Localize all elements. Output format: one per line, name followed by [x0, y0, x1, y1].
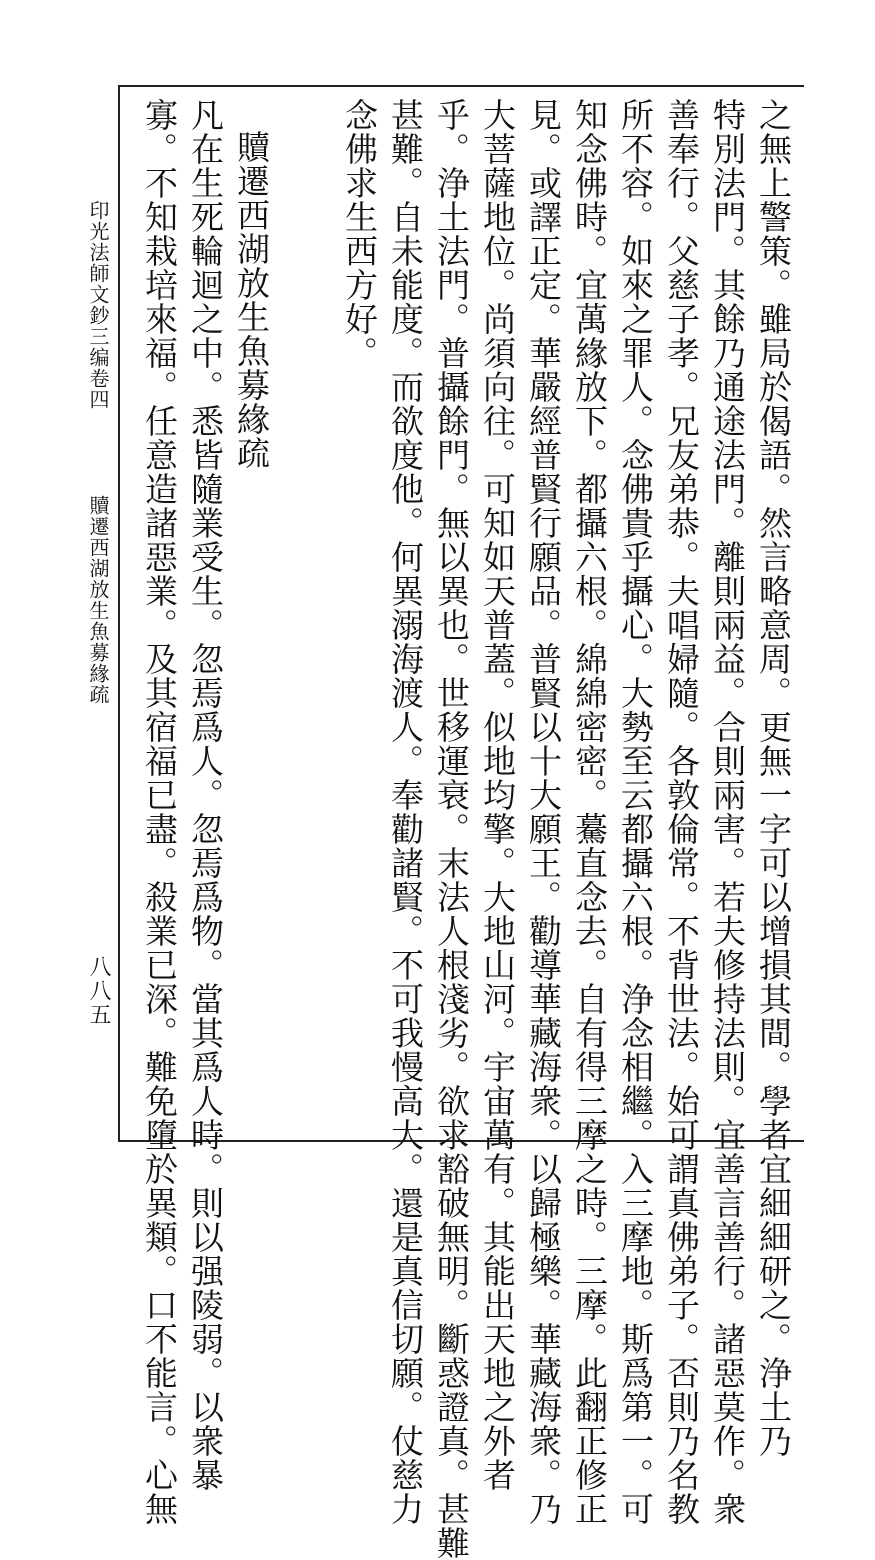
- text-column: 甚難。自未能度。而欲度他。何異溺海渡人。奉勸諸賢。不可我慢高大。還是真信切願。仗慈力: [386, 98, 425, 1526]
- text-column: 知念佛時。宜萬緣放下。都攝六根。綿綿密密。驀直念去。自有得三摩之時。三摩。此翻正修正: [570, 98, 609, 1526]
- margin-book-title: 印光法師文鈔三编卷四: [86, 200, 110, 410]
- text-column: 之無上警策。雖局於偈語。然言略意周。更無一字可以增損其間。學者宜細細研之。浄土乃: [754, 98, 793, 1458]
- text-column: 大菩薩地位。尚須向往。可知如天普蓋。似地均擎。大地山河。宇宙萬有。其能出天地之外者: [478, 98, 517, 1492]
- text-column: 善奉行。父慈子孝。兄友弟恭。夫唱婦隨。各敦倫常。不背世法。始可謂真佛弟子。否則乃名教: [662, 98, 701, 1526]
- text-column: 凡在生死輪迴之中。悉皆隨業受生。忽焉爲人。忽焉爲物。當其爲人時。則以强陵弱。以衆暴: [186, 98, 225, 1492]
- text-column: 特別法門。其餘乃通途法門。離則兩益。合則兩害。若夫修持法則。宜善言善行。諸惡莫作。衆: [708, 98, 747, 1526]
- text-column: 寡。不知栽培來福。任意造諸惡業。及其宿福已盡。殺業已深。難免墮於異類。口不能言。心無: [140, 98, 179, 1526]
- text-column: 乎。浄土法門。普攝餘門。無以異也。世移運衰。末法人根淺劣。欲求豁破無明。斷惑證真。甚難: [432, 98, 471, 1560]
- text-column: 所不容。如來之罪人。念佛貴乎攝心。大勢至云都攝六根。浄念相繼。入三摩地。斯爲第一。可: [616, 98, 655, 1526]
- text-column: 念佛求生西方好。: [340, 98, 379, 370]
- section-heading: 贖遷西湖放生魚募緣疏: [232, 130, 271, 470]
- margin-page-number: 八八五: [86, 955, 111, 1027]
- margin-section-title: 贖遷西湖放生魚募緣疏: [86, 495, 110, 705]
- text-column: 見。或譯正定。華嚴經普賢行願品。普賢以十大願王。勸導華藏海衆。以歸極樂。華藏海衆。乃: [524, 98, 563, 1526]
